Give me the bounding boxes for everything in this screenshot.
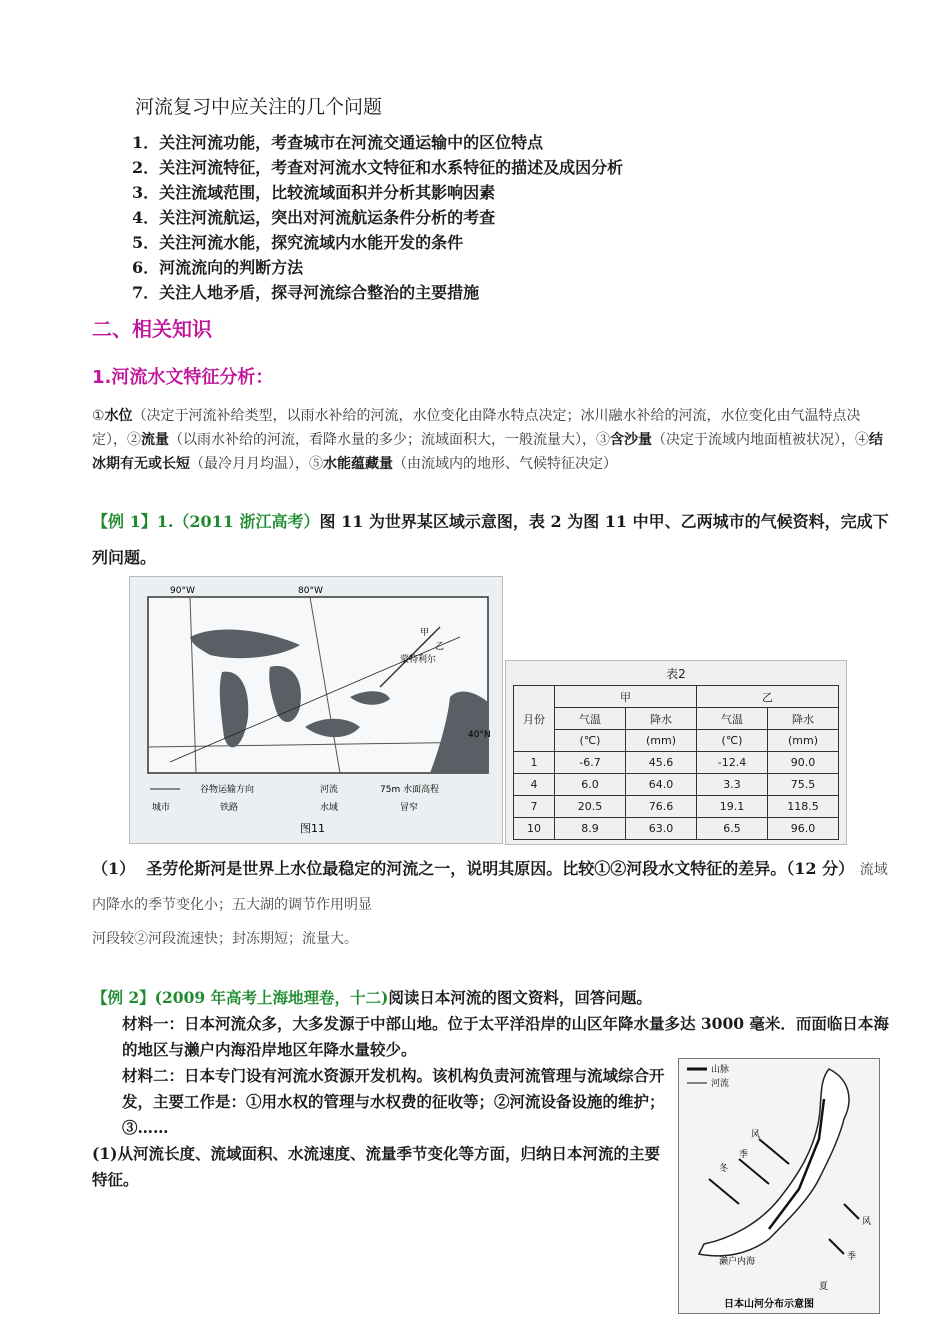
list-item: 7．关注人地矛盾，探寻河流综合整治的主要措施 bbox=[132, 283, 480, 302]
section-heading: 二、相关知识 bbox=[92, 317, 212, 341]
example-1: 【例 1】1.（2011 浙江高考）图 11 为世界某区域示意图，表 2 为图 11 中甲、乙两城市的气候资料，完成下列问题。 bbox=[92, 512, 889, 567]
list-item: 1．关注河流功能，考查城市在河流交通运输中的区位特点 bbox=[132, 133, 544, 152]
legend-item: 山脉 bbox=[711, 1065, 730, 1075]
sea-label: 濑户内海 bbox=[719, 1257, 756, 1267]
svg-text:冬: 冬 bbox=[719, 1164, 729, 1174]
svg-text:夏: 夏 bbox=[819, 1282, 829, 1292]
material-2: 材料二：日本专门设有河流水资源开发机构。该机构负责河流管理与流域综合开发，主要工作是：①用水权的管理与水权费的征收等；②河流设备设施的维护；③…… bbox=[122, 1066, 665, 1137]
list-item: 3．关注流域范围，比较流域面积并分析其影响因素 bbox=[132, 183, 496, 202]
column-header: 甲 bbox=[555, 686, 697, 708]
table-row: 10 8.9 63.0 6.5 96.0 bbox=[514, 818, 839, 840]
legend-item: 75m 水面高程 bbox=[380, 785, 440, 795]
longitude-label: 90°W bbox=[170, 586, 195, 596]
table-2 bbox=[505, 660, 847, 845]
table-row: 1 -6.7 45.6 -12.4 90.0 bbox=[514, 752, 839, 774]
figure-11-map bbox=[129, 576, 503, 844]
svg-text:季: 季 bbox=[739, 1150, 749, 1160]
svg-text:季: 季 bbox=[847, 1252, 857, 1262]
sub-heading: 1.河流水文特征分析： bbox=[92, 367, 274, 388]
list-item: 5．关注河流水能，探究流域内水能开发的条件 bbox=[132, 233, 464, 252]
legend-item: 水域 bbox=[320, 803, 339, 813]
city-label: 甲 bbox=[420, 628, 430, 638]
answer-text: 河段较②河段流速快；封冻期短；流量大。 bbox=[92, 931, 358, 947]
table-caption: 表2 bbox=[666, 667, 686, 681]
list-item: 2．关注河流特征，考查对河流水文特征和水系特征的描述及成因分析 bbox=[132, 158, 624, 177]
legend-item: 铁路 bbox=[220, 803, 239, 813]
figure-caption: 日本山河分布示意图 bbox=[724, 1299, 814, 1310]
focus-list bbox=[132, 130, 623, 305]
legend-item: 谷物运输方向 bbox=[200, 785, 255, 795]
longitude-label: 80°W bbox=[298, 586, 323, 596]
svg-text:风: 风 bbox=[751, 1130, 761, 1140]
material-1: 材料一：日本河流众多，大多发源于中部山地。位于太平洋沿岸的山区年降水量多达 3000 毫米．而面临日本海的地区与濑户内海沿岸地区年降水量较少。 bbox=[122, 1014, 889, 1059]
list-item: 6．河流流向的判断方法 bbox=[132, 258, 304, 277]
column-header: 月份 bbox=[514, 686, 555, 752]
example-1-label: 【例 1】1.（2011 浙江高考） bbox=[92, 512, 320, 531]
column-header: 乙 bbox=[697, 686, 839, 708]
legend-item: 河流 bbox=[320, 785, 339, 795]
table-row: 4 6.0 64.0 3.3 75.5 bbox=[514, 774, 839, 796]
legend-item: 冒窄 bbox=[400, 803, 419, 813]
hydrology-analysis: ①水位（决定于河流补给类型，以雨水补给的河流，水位变化由降水特点决定；冰川融水补给的河流，水位变化由气温特点决定），②流量（以雨水补给的河流，看降水量的多少；流域面积大，一般流量大），③含沙量（决定于流域内地面植被状况），④结冰期有无或长短（最冷月月均温），⑤水能蕴藏量（由流域内的地形、气候特征决定） bbox=[92, 408, 883, 472]
city-label: 蒙特利尔 bbox=[400, 655, 437, 665]
latitude-label: 40°N bbox=[468, 730, 491, 740]
climate-table: 月份 甲 乙 气温 降水 气温 降水 (℃) (mm) (℃) (mm) 1 -6.7 45.6 -12.4 90.0 4 6.0 64.0 3.3 75.5 7 20.5 76.6 19.1 118.5 10 8.9 63.0 6.5 96.0 bbox=[513, 685, 839, 840]
svg-text:风: 风 bbox=[862, 1217, 872, 1227]
answer-text: 流域内降水的季节变化小；五大湖的调节作用明显 bbox=[92, 862, 888, 913]
example-2-label: 【例 2】(2009 年高考上海地理卷，十二) bbox=[92, 988, 389, 1007]
table-row: 7 20.5 76.6 19.1 118.5 bbox=[514, 796, 839, 818]
city-label: 乙 bbox=[435, 642, 445, 652]
legend-item: 城市 bbox=[152, 803, 171, 813]
page-title: 河流复习中应关注的几个问题 bbox=[135, 96, 383, 118]
japan-river-map bbox=[678, 1058, 880, 1314]
legend-item: 河流 bbox=[711, 1079, 730, 1089]
list-item: 4．关注河流航运，突出对河流航运条件分析的考查 bbox=[132, 208, 496, 227]
example-2: 【例 2】(2009 年高考上海地理卷，十二)阅读日本河流的图文资料，回答问题。 材料一：日本河流众多，大多发源于中部山地。位于太平洋沿岸的山区年降水量多达 3000 毫米．而面临日本海的地区与濑户内海沿岸地区年降水量较少。 材料二：日本专门设有河流水资源开发机构。该机构负责河流管理与流域综合开发，主要工作是：①用水权的管理与水权费的征收等；②河流设备设施的维护；③…… (1)从河流长度、流域面积、水流速度、流量季节变化等方面，归纳日本河流的主要特征。 bbox=[92, 985, 892, 1193]
question-1: （1） 圣劳伦斯河是世界上水位最稳定的河流之一，说明其原因。比较①②河段水文特征的差异。（12 分） 流域内降水的季节变化小；五大湖的调节作用明显 河段较②河段流速快；封冻期短；流量大。 bbox=[92, 852, 892, 956]
question-text: (1)从河流长度、流域面积、水流速度、流量季节变化等方面，归纳日本河流的主要特征。 bbox=[92, 1144, 660, 1189]
figure-caption: 图11 bbox=[300, 822, 325, 835]
